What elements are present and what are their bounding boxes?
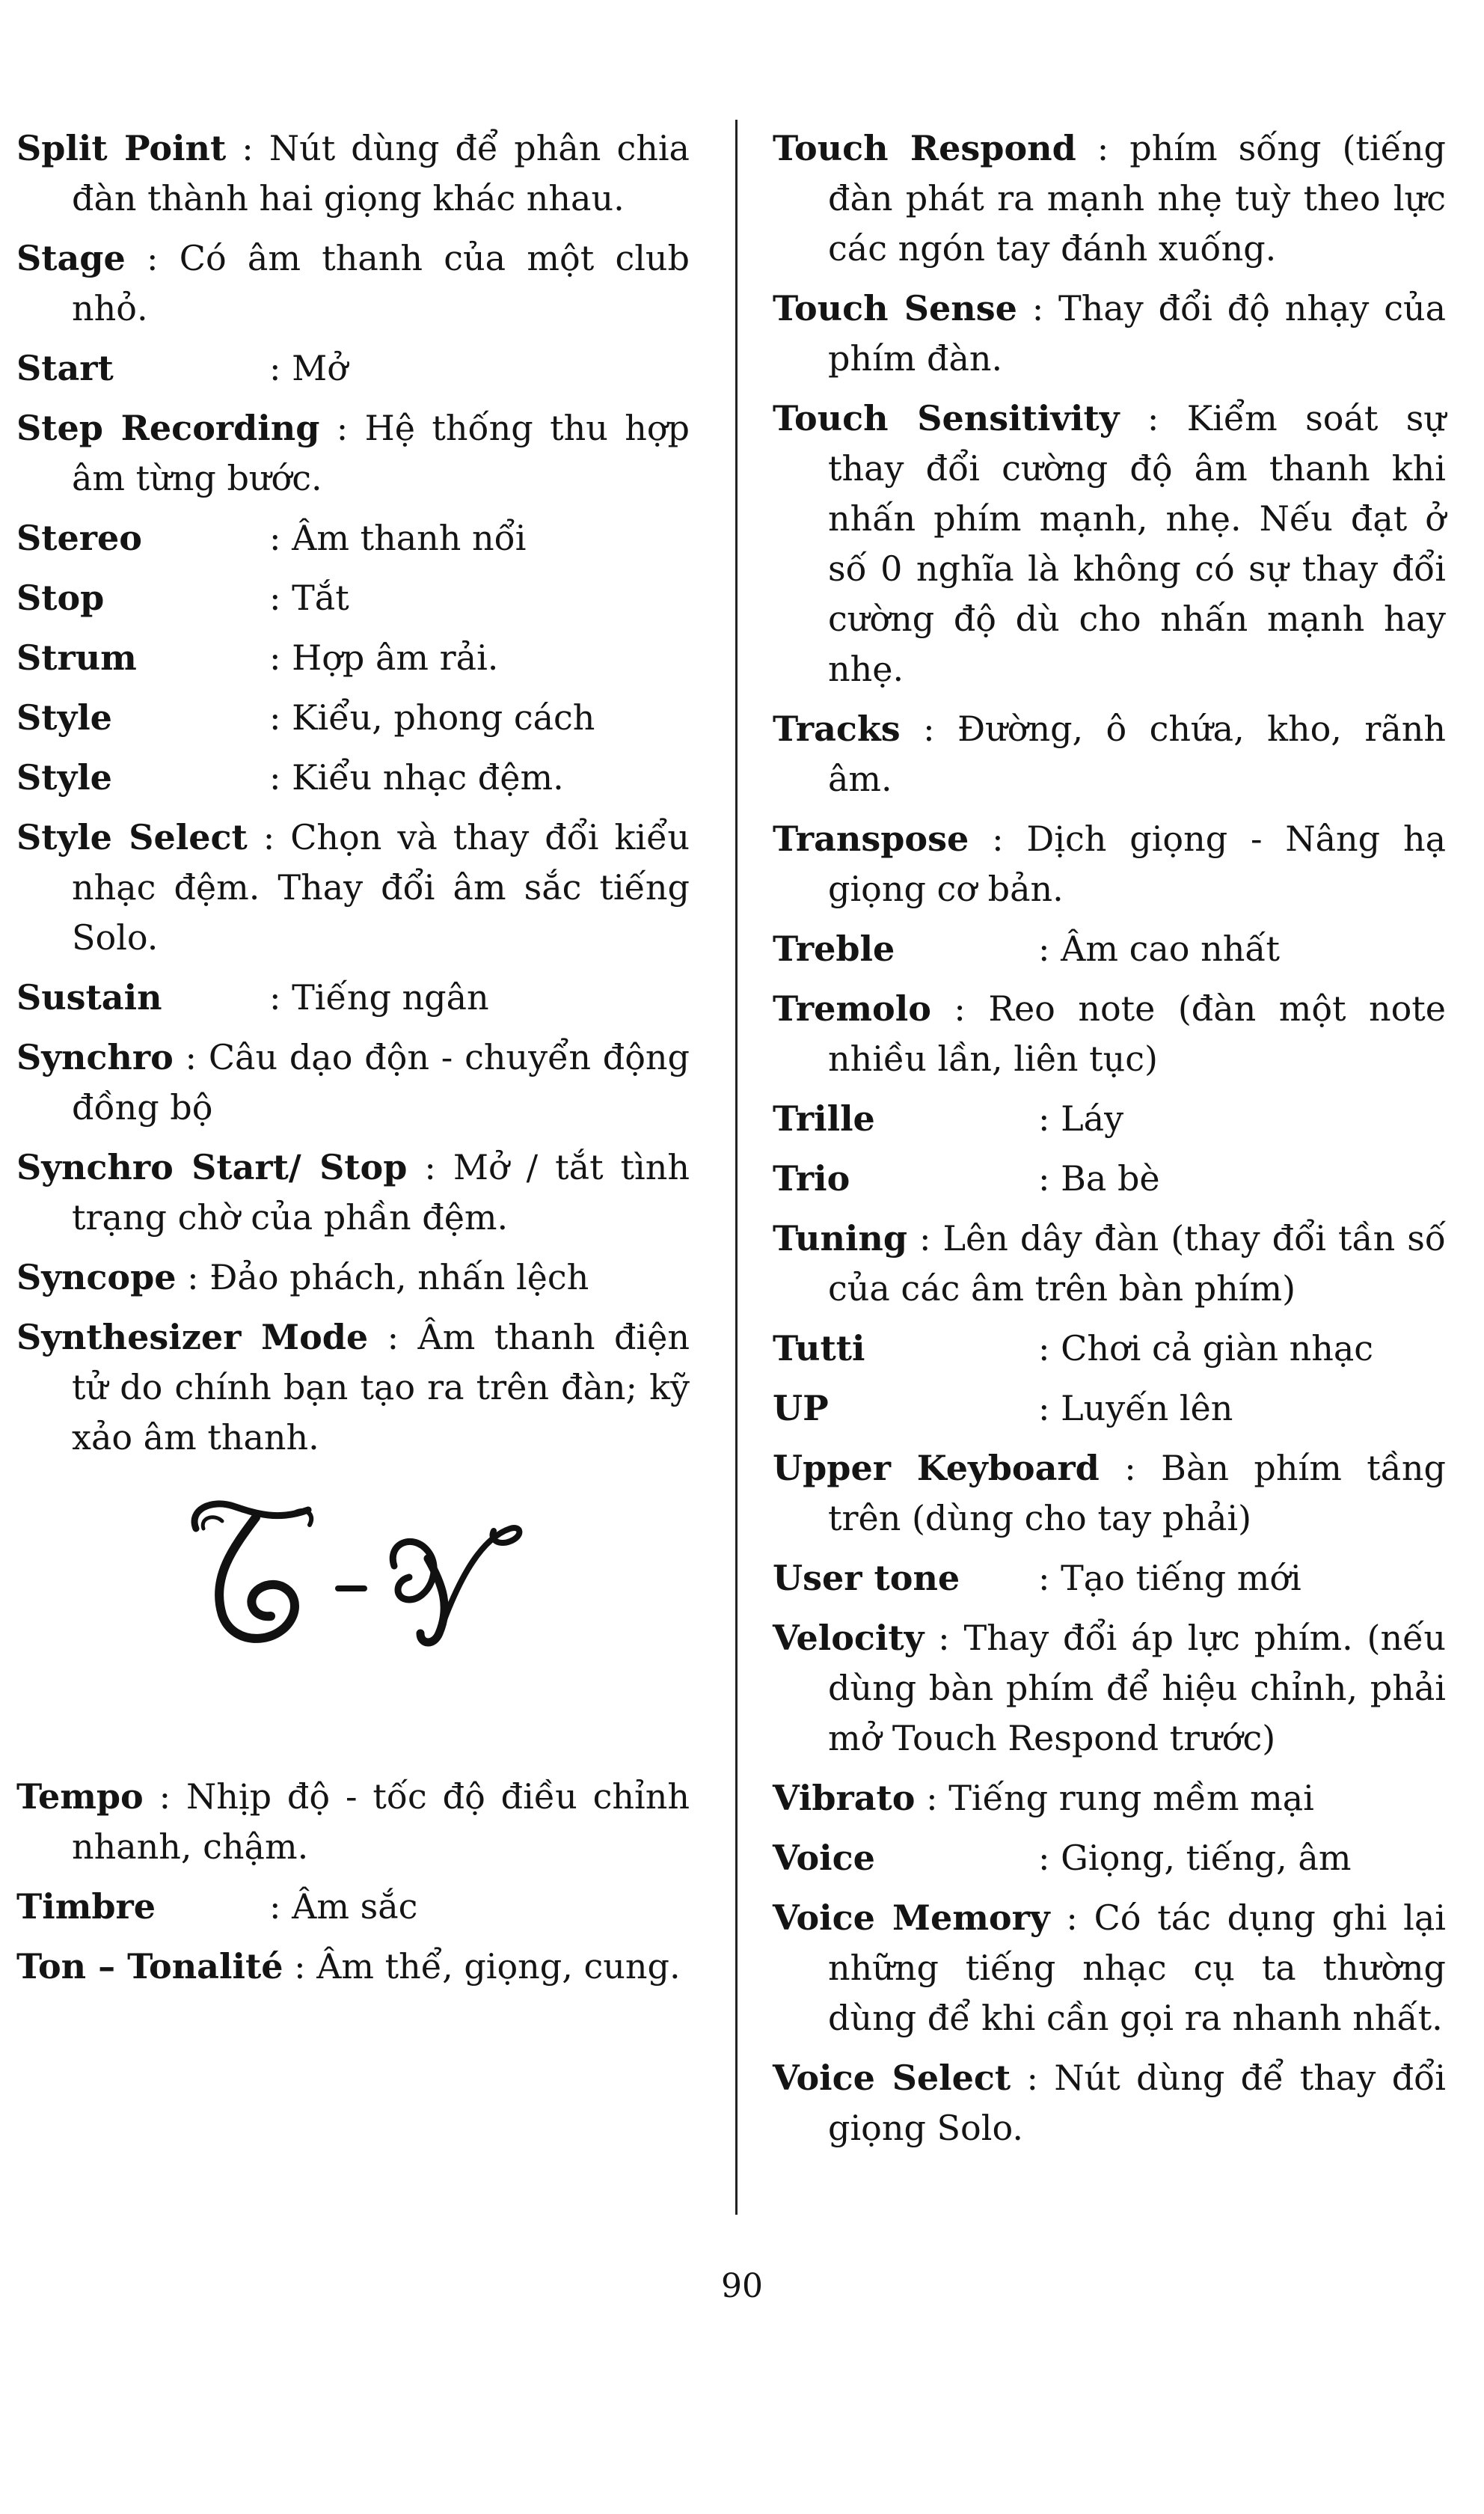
glossary-entry (16, 123, 690, 224)
glossary-term: Ton – Tonalité (16, 1946, 283, 1987)
glossary-term: Tracks (773, 709, 901, 749)
glossary-term: Synthesizer Mode (16, 1317, 369, 1357)
glossary-term: Velocity (773, 1618, 925, 1658)
glossary-definition: : Nút dùng để phân chia đàn thành hai giọng khác nhau. (72, 128, 690, 218)
glossary-entry (16, 1772, 690, 1872)
glossary-term: Stereo (16, 518, 142, 558)
glossary-definition: : Tiếng rung mềm mại (926, 1778, 1314, 1818)
glossary-term: Touch Sensitivity (773, 398, 1120, 438)
glossary-definition: : Âm thể, giọng, cung. (294, 1946, 681, 1987)
glossary-term: Split Point (16, 128, 227, 168)
glossary-entry (773, 1094, 1446, 1144)
glossary-entry (16, 1882, 690, 1932)
glossary-entry (773, 1383, 1446, 1434)
glossary-definition: : Chơi cả giàn nhạc (1038, 1328, 1374, 1368)
glossary-entry (16, 693, 690, 743)
glossary-definition: : Mở (269, 348, 348, 388)
glossary-definition: : Kiểu nhạc đệm. (269, 757, 564, 798)
glossary-entry (773, 924, 1446, 974)
glossary-term: Style (16, 697, 112, 738)
left-column (16, 123, 690, 2001)
glossary-term: Touch Respond (773, 128, 1076, 168)
glossary-term: Strum (16, 637, 137, 678)
section-letters-ornament-icon (181, 1487, 525, 1667)
glossary-entry (773, 984, 1446, 1084)
glossary-definition: : Đảo phách, nhấn lệch (187, 1257, 589, 1297)
glossary-entry (773, 1833, 1446, 1883)
glossary-term: Transpose (773, 819, 969, 859)
glossary-entry (773, 123, 1446, 274)
glossary-definition: : Luyến lên (1038, 1388, 1233, 1428)
glossary-entry (773, 1324, 1446, 1374)
glossary-definition: : Hợp âm rải. (269, 637, 499, 678)
glossary-term: Voice Memory (773, 1897, 1050, 1938)
glossary-term: Timbre (16, 1886, 156, 1927)
glossary-definition: : Ba bè (1038, 1158, 1160, 1199)
glossary-entry (773, 2053, 1446, 2153)
glossary-term: Upper Keyboard (773, 1448, 1100, 1488)
left-entries-bottom (16, 1772, 690, 1992)
glossary-definition: : Thay đổi áp lực phím. (nếu dùng bàn phím để hiệu chỉnh, phải mở Touch Respond trước) (828, 1618, 1447, 1758)
glossary-definition: : Giọng, tiếng, âm (1038, 1838, 1352, 1878)
glossary-entry (773, 1773, 1446, 1823)
glossary-definition: : Có âm thanh của một club nhỏ. (72, 238, 690, 328)
glossary-definition: : Âm sắc (269, 1886, 418, 1927)
glossary-definition: : Tạo tiếng mới (1038, 1558, 1301, 1598)
glossary-term: Synchro Start/ Stop (16, 1147, 408, 1187)
glossary-term: User tone (773, 1558, 960, 1598)
glossary-term: Tremolo (773, 988, 931, 1029)
glossary-definition: : Đường, ô chứa, kho, rãnh âm. (828, 709, 1446, 799)
glossary-entry (773, 284, 1446, 384)
glossary-definition: : Âm thanh nổi (269, 518, 527, 558)
glossary-term: Voice Select (773, 2058, 1011, 2098)
glossary-term: Tempo (16, 1776, 144, 1817)
glossary-term: Tuning (773, 1218, 907, 1258)
glossary-term: Treble (773, 929, 895, 969)
glossary-definition: : Kiểu, phong cách (269, 697, 595, 738)
right-column (773, 123, 1446, 2163)
glossary-term: Step Recording (16, 408, 320, 448)
glossary-term: Start (16, 348, 114, 388)
glossary-term: Sustain (16, 977, 162, 1018)
glossary-term: Stage (16, 238, 126, 278)
glossary-term: Vibrato (773, 1778, 916, 1818)
glossary-entry (16, 1143, 690, 1243)
glossary-entry (16, 1312, 690, 1463)
glossary-entry (16, 403, 690, 504)
glossary-term: Trille (773, 1098, 875, 1139)
glossary-entry (773, 814, 1446, 914)
glossary-term: Synchro (16, 1037, 174, 1077)
glossary-definition: : Kiểm soát sự thay đổi cường độ âm thanh khi nhấn phím mạnh, nhẹ. Nếu đạt ở số 0 nghĩa là không có sự thay đổi cường độ dù cho nhấn mạnh hay nhẹ. (828, 398, 1446, 689)
glossary-definition: : Chọn và thay đổi kiểu nhạc đệm. Thay đổi âm sắc tiếng Solo. (72, 817, 690, 958)
glossary-entry (773, 1613, 1446, 1764)
glossary-definition: : Nhịp độ - tốc độ điều chỉnh nhanh, chậm. (72, 1776, 690, 1867)
glossary-entry (16, 633, 690, 683)
glossary-definition: : Dịch giọng - Nâng hạ giọng cơ bản. (828, 819, 1446, 909)
glossary-definition: : Tiếng ngân (269, 977, 489, 1018)
glossary-entry (773, 1214, 1446, 1314)
glossary-entry (16, 973, 690, 1023)
glossary-entry (16, 1033, 690, 1133)
glossary-term: Voice (773, 1838, 875, 1878)
glossary-definition: : Nút dùng để thay đổi giọng Solo. (828, 2058, 1447, 2148)
right-entries (773, 123, 1446, 2153)
glossary-term: Tutti (773, 1328, 865, 1368)
glossary-term: Style (16, 757, 112, 798)
glossary-entry (773, 394, 1446, 694)
glossary-entry (16, 233, 690, 334)
glossary-term: UP (773, 1388, 829, 1428)
glossary-entry (16, 343, 690, 394)
page-number: 90 (721, 2267, 763, 2305)
glossary-definition: : Reo note (đàn một note nhiều lần, liên tục) (828, 988, 1447, 1079)
glossary-term: Touch Sense (773, 288, 1017, 328)
glossary-definition: : Thay đổi độ nhạy của phím đàn. (828, 288, 1447, 379)
glossary-term: Syncope (16, 1257, 177, 1297)
glossary-term: Stop (16, 578, 105, 618)
glossary-definition: : Hệ thống thu hợp âm từng bước. (72, 408, 690, 498)
glossary-definition: : Âm cao nhất (1038, 929, 1281, 969)
glossary-term: Style Select (16, 817, 248, 857)
glossary-definition: : Âm thanh điện tử do chính bạn tạo ra trên đàn; kỹ xảo âm thanh. (72, 1317, 690, 1458)
glossary-definition: : Mở / tắt tình trạng chờ của phần đệm. (72, 1147, 690, 1238)
glossary-entry (773, 704, 1446, 804)
glossary-definition: : Bàn phím tầng trên (dùng cho tay phải) (828, 1448, 1446, 1538)
glossary-definition: : phím sống (tiếng đàn phát ra mạnh nhẹ tuỳ theo lực các ngón tay đánh xuống. (828, 128, 1446, 269)
glossary-entry (773, 1893, 1446, 2043)
glossary-definition: : Lên dây đàn (thay đổi tần số của các âm trên bàn phím) (828, 1218, 1446, 1309)
left-entries-top (16, 123, 690, 1463)
glossary-definition: : Tắt (269, 578, 349, 618)
glossary-entry (773, 1443, 1446, 1544)
glossary-entry (16, 813, 690, 963)
glossary-definition: : Láy (1038, 1098, 1124, 1139)
glossary-entry (16, 513, 690, 563)
glossary-entry (16, 753, 690, 803)
column-divider (735, 120, 738, 2215)
section-letters (16, 1472, 690, 1697)
glossary-definition: : Câu dạo độn - chuyển động đồng bộ (72, 1037, 690, 1128)
glossary-entry (773, 1154, 1446, 1204)
glossary-entry (16, 1253, 690, 1303)
glossary-entry (16, 1942, 690, 1992)
glossary-entry (773, 1553, 1446, 1603)
glossary-definition: : Có tác dụng ghi lại những tiếng nhạc cụ ta thường dùng để khi cần gọi ra nhanh nhất. (828, 1897, 1446, 2038)
glossary-term: Trio (773, 1158, 850, 1199)
glossary-entry (16, 573, 690, 623)
